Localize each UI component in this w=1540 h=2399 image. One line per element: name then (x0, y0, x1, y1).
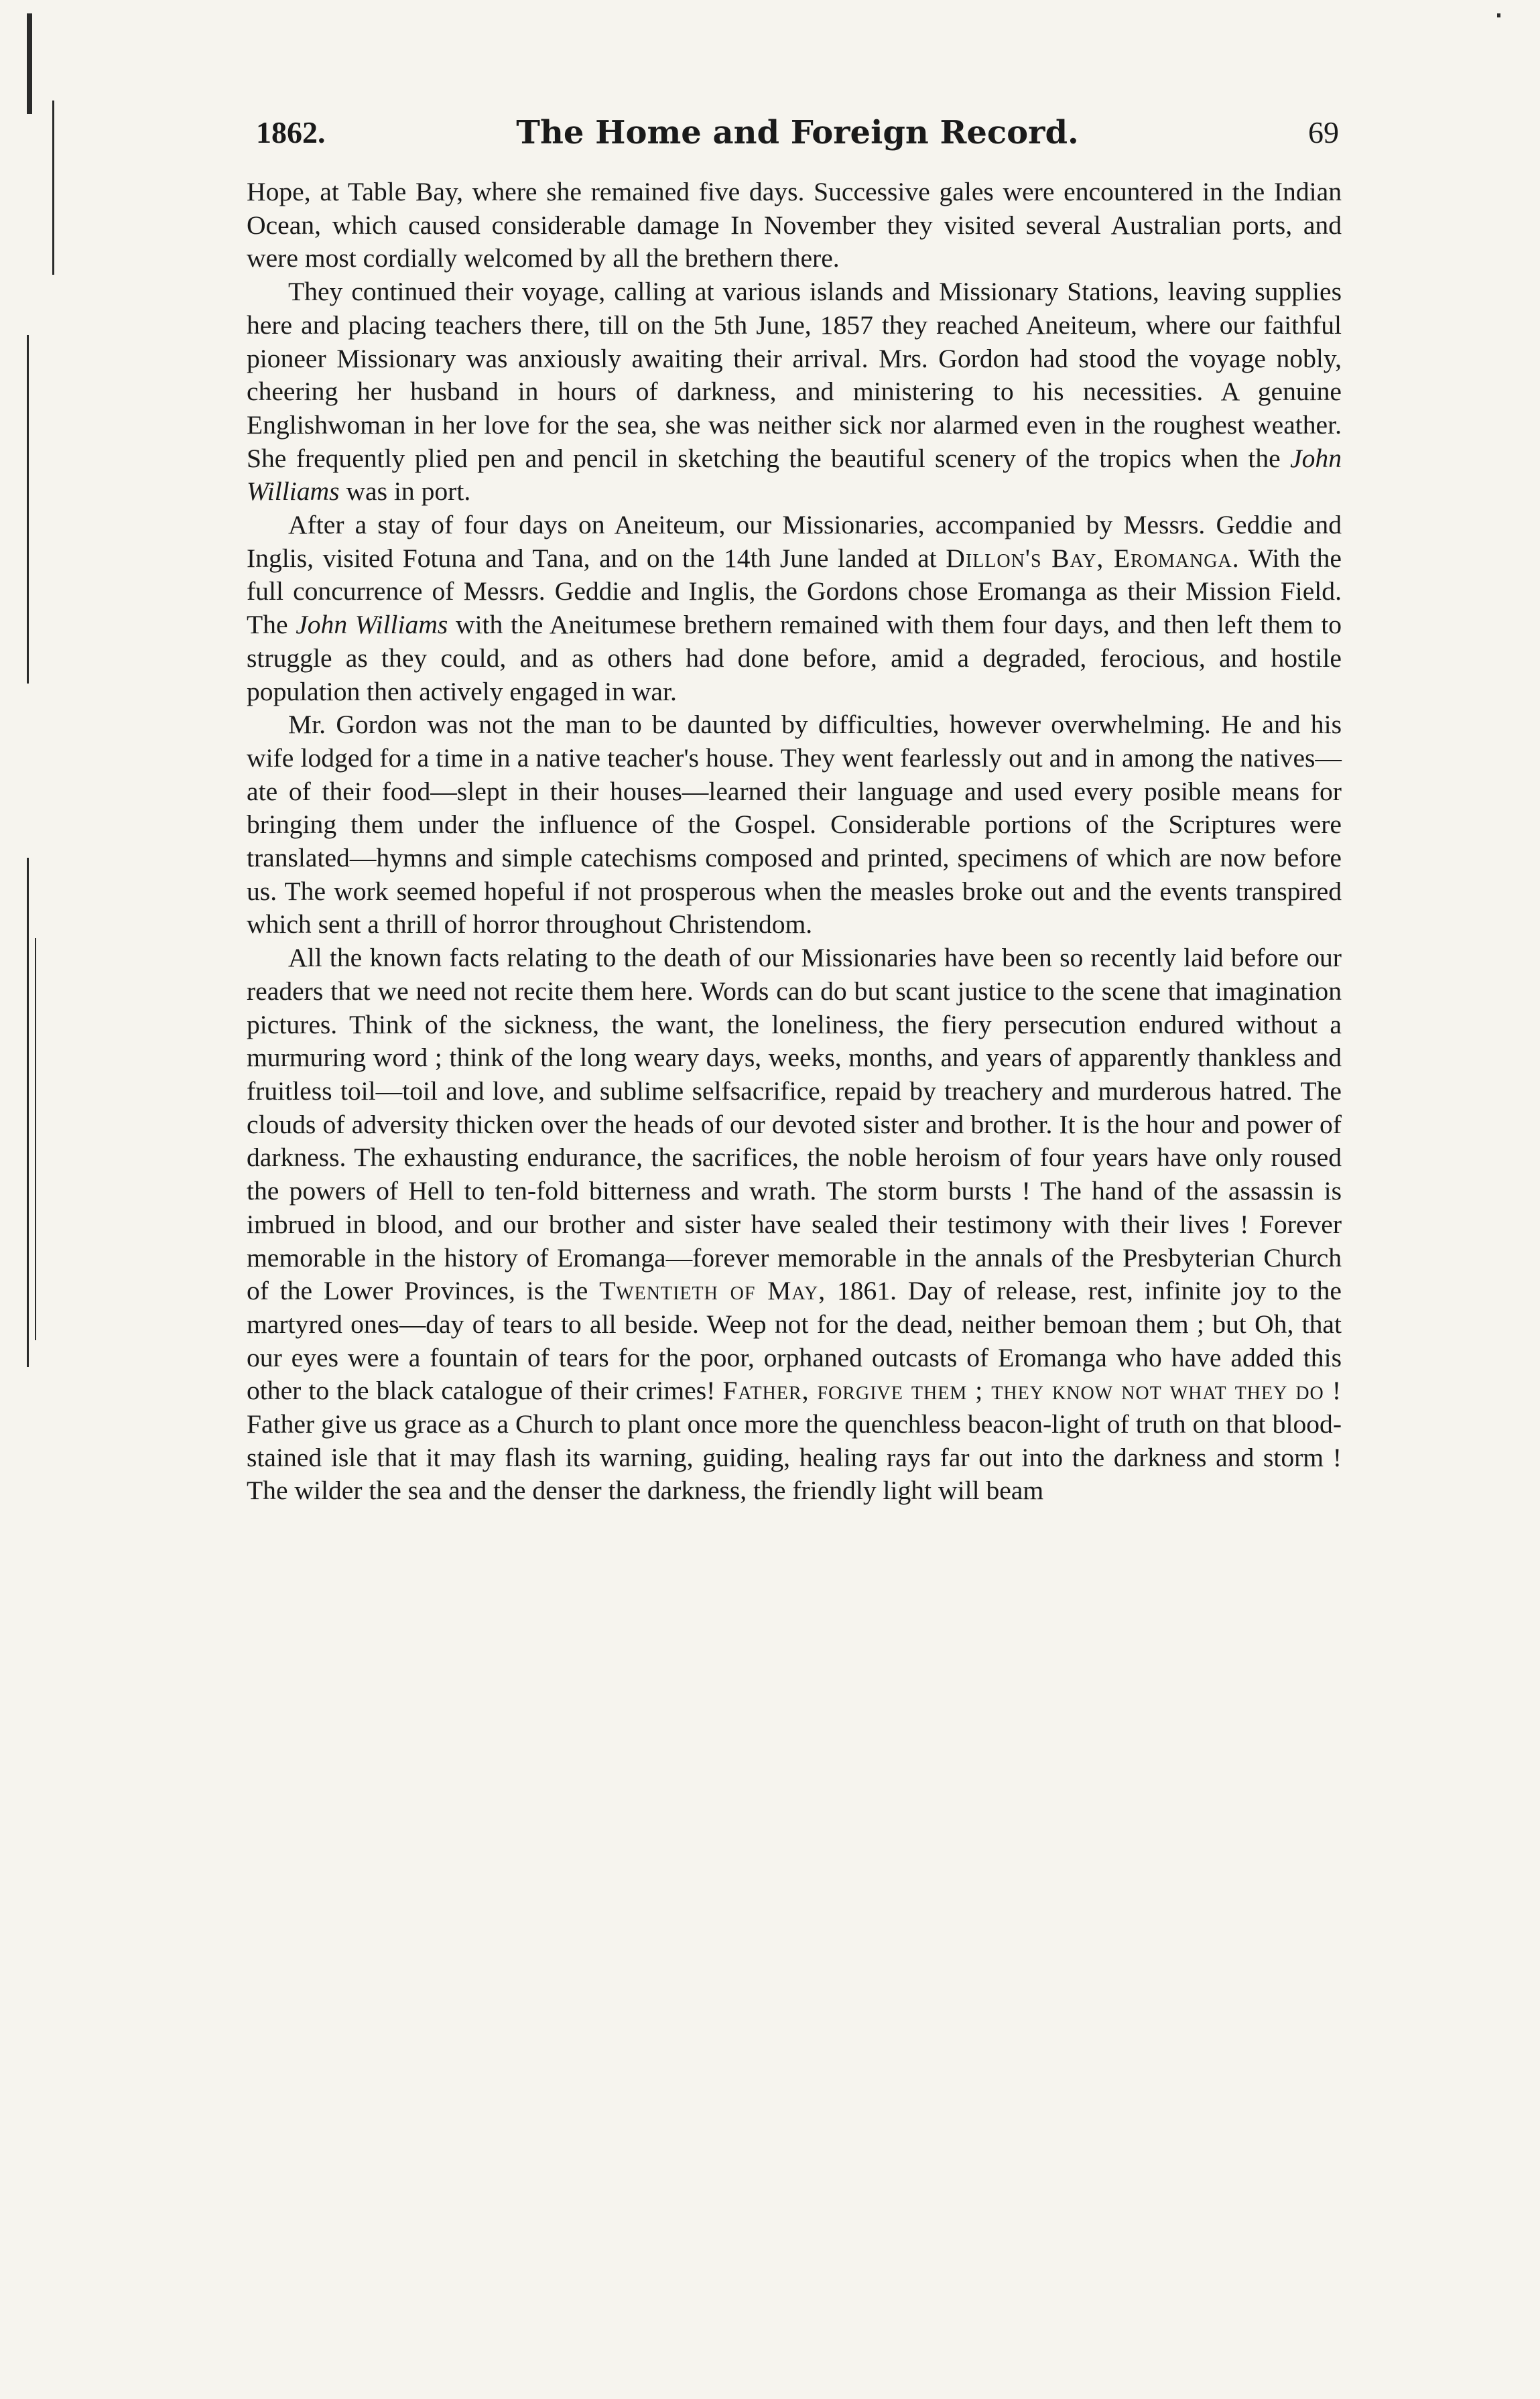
paragraph-martyrdom: All the known facts relating to the death of our Missionaries have been so recently laid before our readers that we need not recite them here. Words can do but scant justice to the scene that imagination pictures. Think of the sickness, the want, the loneliness, the fiery persecution endured without a murmuring word ; think of the long weary days, weeks, months, and years of apparently thankless and fruitless toil—toil and love, and sublime selfsacrifice, repaid by treachery and murderous hatred. The clouds of adversity thicken over the heads of our devoted sister and brother. It is the hour and power of darkness. The exhausting endurance, the sacrifices, the noble heroism of four years have only roused the powers of Hell to ten-fold bitterness and wrath. The storm bursts ! The hand of the assassin is imbrued in blood, and our brother and sister have sealed their testimony with their lives ! Forever memorable in the history of Eromanga—forever memorable in the annals of the Presbyterian Church of the Lower Provinces, is the Twentieth of May, 1861. Day of release, rest, infinite joy to the martyred ones—day of tears to all beside. Weep not for the dead, neither bemoan them ; but Oh, that our eyes were a fountain of tears for the poor, orphaned outcasts of Eromanga who have added this other to the black catalogue of their crimes! Father, forgive them ; they know not what they do ! Father give us grace as a Church to plant once more the quenchless beacon-light of truth on that blood-stained isle that it may flash its warning, guiding, healing rays far out into the darkness and storm ! The wilder the sea and the denser the darkness, the friendly light will beam (247, 943, 1342, 1506)
paragraph-eromanga-arrival: After a stay of four days on Aneiteum, our Missionaries, accompanied by Messrs. Geddie and Inglis, visited Fotuna and Tana, and on the 14th June landed at Dillon's Bay, Eromanga. With the full concurrence of Messrs. Geddie and Inglis, the Gordons chose Eromanga as their Mission Field. The John Williams with the Aneitumese brethern remained with them four days, and then left them to struggle as they could, and as others had done before, amid a degraded, ferocious, and hostile population then actively engaged in war. (247, 510, 1342, 706)
margin-scan-mark (27, 858, 29, 1367)
header-journal-title: The Home and Foreign Record. (516, 114, 1079, 151)
place-name: Dillon's Bay, Eromanga. (946, 543, 1240, 573)
ship-name: John Williams (296, 610, 448, 640)
memorial-date: Twentieth of May, (599, 1276, 826, 1306)
paragraph-voyage: They continued their voyage, calling at various islands and Missionary Stations, leaving supplies here and placing teachers there, till on the 5th June, 1857 they reached Aneiteum, where our faithful pioneer Missionary was anxiously awaiting their arrival. Mrs. Gordon had stood the voyage nobly, cheering her husband in hours of darkness, and ministering to his necessities. A genuine Englishwoman in her love for the sea, she was neither sick nor alarmed even in the roughest weather. She frequently plied pen and pencil in sketching the beautiful scenery of the tropics when the John Williams was in port. (247, 277, 1342, 507)
header-page-number: 69 (1308, 115, 1339, 149)
prayer-quote: Father, forgive them ; they know not what they do ! (722, 1376, 1342, 1406)
margin-scan-mark (27, 335, 29, 684)
article-body (247, 176, 1342, 1508)
running-header (256, 106, 1339, 159)
margin-scan-mark (35, 938, 36, 1340)
paragraph-continuation: Hope, at Table Bay, where she remained five days. Successive gales were encountered in the Indian Ocean, which caused considerable damage In November they visited several Australian ports, and were most cordially welcomed by all the brethern there. (247, 177, 1342, 273)
header-year: 1862. (256, 115, 326, 149)
margin-scan-mark (27, 13, 32, 114)
margin-scan-mark (52, 101, 54, 275)
paragraph-mission-work: Mr. Gordon was not the man to be daunted by difficulties, however overwhelming. He and his wife lodged for a time in a native teacher's house. They went fearlessly out and in among the natives—ate of their food—slept in their houses—learned their language and used every posible means for bringing them under the influence of the Gospel. Considerable portions of the Scriptures were translated—hymns and simple catechisms composed and printed, specimens of which are now before us. The work seemed hopeful if not prosperous when the measles broke out and the events transpired which sent a thrill of horror throughout Christendom. (247, 710, 1342, 939)
ship-name: John Williams (247, 443, 1342, 507)
margin-scan-mark (1497, 13, 1500, 17)
